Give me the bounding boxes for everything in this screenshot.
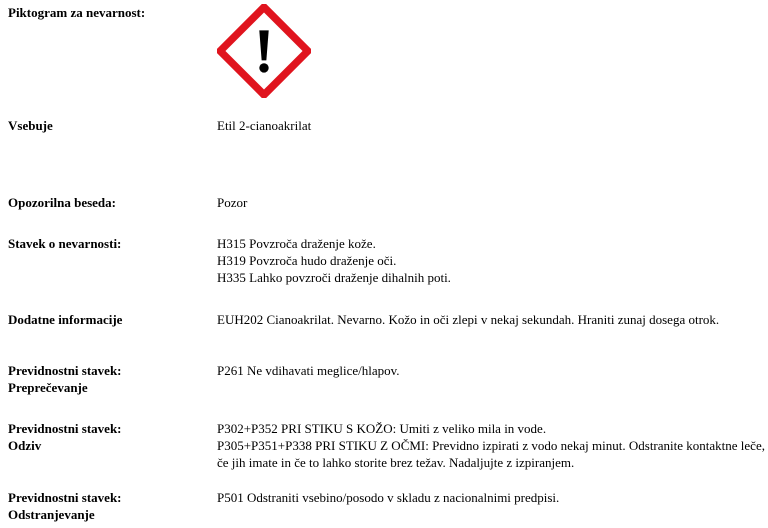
contains-label: Vsebuje — [8, 118, 53, 133]
prevention-label — [8, 362, 198, 396]
hazard-statement-h319: H319 Povzroča hudo draženje oči. — [217, 253, 397, 268]
signal-word-label: Opozorilna beseda: — [8, 195, 116, 210]
hazard-statement-list — [217, 235, 765, 286]
response-label — [8, 420, 198, 454]
disposal-label-line2: Odstranjevanje — [8, 507, 95, 522]
response-list — [217, 420, 765, 471]
disposal-value: P501 Odstraniti vsebino/posodo v skladu z nacionalnimi predpisi. — [217, 490, 560, 505]
hazard-statement-h335: H335 Lahko povzroči draženje dihalnih poti. — [217, 270, 451, 285]
response-label-line1: Previdnostni stavek: — [8, 421, 122, 436]
prevention-label-line2: Preprečevanje — [8, 380, 88, 395]
response-label-line2: Odziv — [8, 438, 42, 453]
disposal-label-line1: Previdnostni stavek: — [8, 490, 122, 505]
disposal-label — [8, 489, 198, 523]
pictogram-label: Piktogram za nevarnost: — [8, 5, 146, 20]
hazard-statement-h315: H315 Povzroča draženje kože. — [217, 236, 376, 251]
additional-info-value: EUH202 Cianoakrilat. Nevarno. Kožo in oči zlepi v nekaj sekundah. Hraniti zunaj dosega otrok. — [217, 312, 720, 327]
prevention-value: P261 Ne vdihavati meglice/hlapov. — [217, 363, 400, 378]
contains-value: Etil 2-cianoakrilat — [217, 118, 312, 133]
prevention-label-line1: Previdnostni stavek: — [8, 363, 122, 378]
response-p302-p352: P302+P352 PRI STIKU S KOŽO: Umiti z veliko mila in vode. — [217, 421, 547, 436]
response-p305-p351-p338: P305+P351+P338 PRI STIKU Z OČMI: Previdno izpirati z vodo nekaj minut. Odstranite kontaktne leče, če jih imate in če to lahko storite brez težav. Nadaljujte z izpiranjem. — [217, 438, 765, 470]
hazard-statement-label: Stavek o nevarnosti: — [8, 236, 122, 251]
additional-info-label: Dodatne informacije — [8, 312, 123, 327]
signal-word-value: Pozor — [217, 195, 248, 210]
exclamation-mark-hazard-icon — [217, 4, 311, 98]
